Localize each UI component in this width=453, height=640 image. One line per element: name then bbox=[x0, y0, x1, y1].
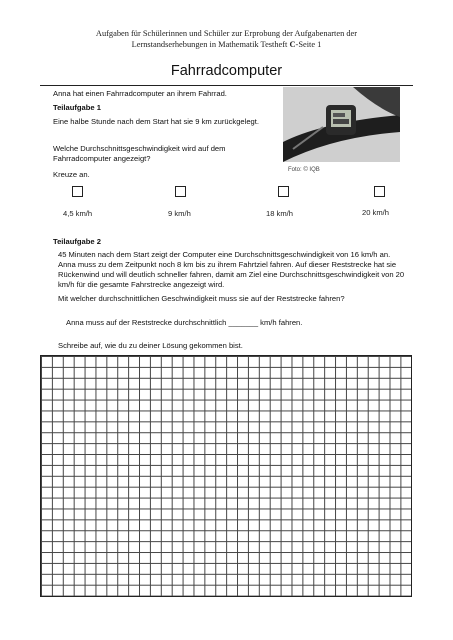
option-checkbox-2[interactable] bbox=[175, 186, 186, 197]
option-label-4: 20 km/h bbox=[362, 208, 390, 217]
page-title: Fahrradcomputer bbox=[170, 63, 283, 79]
page-header bbox=[40, 28, 413, 50]
part1-question: Welche Durchschnittsgeschwindigkeit wird auf dem Fahrradcomputer angezeigt? bbox=[53, 144, 226, 163]
title-divider bbox=[40, 85, 413, 86]
part2-work-prompt: Schreibe auf, wie du zu deiner Lösung gekommen bist. bbox=[58, 341, 243, 350]
option-checkbox-4[interactable] bbox=[374, 186, 385, 197]
option-checkbox-1[interactable] bbox=[72, 186, 83, 197]
photo-credit: Foto: © IQB bbox=[288, 167, 320, 173]
bike-computer-illustration bbox=[283, 87, 400, 162]
part1-text: Eine halbe Stunde nach dem Start hat sie 9 km zurückgelegt. bbox=[53, 117, 259, 126]
part2-heading: Teilaufgabe 2 bbox=[53, 237, 101, 246]
option-checkbox-3[interactable] bbox=[278, 186, 289, 197]
option-label-1: 4,5 km/h bbox=[63, 209, 93, 218]
bike-computer-photo bbox=[283, 87, 400, 162]
work-grid[interactable] bbox=[40, 355, 412, 597]
header-line-2: Lernstandserhebungen in Mathematik Testheft C-Seite 1 bbox=[131, 40, 322, 49]
header-line-1: Aufgaben für Schülerinnen und Schüler zur Erprobung der Aufgabenarten der bbox=[95, 29, 358, 38]
part2-question: Mit welcher durchschnittlichen Geschwindigkeit muss sie auf der Reststrecke fahren? bbox=[58, 294, 345, 303]
part2-text: 45 Minuten nach dem Start zeigt der Computer eine Durchschnittsgeschwindigkeit von 16 km/h an. Anna muss zu dem Zeitpunkt noch 8 km bis zu ihrem Fahrtziel fahren. Auf dieser Reststrecke hat sie Rückenwind und will deutlich schneller fahren, damit am Ziel eine Durchschnittsgeschwindigkeit von 20 km/h für die gesamte Fahrstrecke angezeigt wird. bbox=[58, 250, 405, 289]
intro-text: Anna hat einen Fahrradcomputer an ihrem Fahrrad. bbox=[53, 89, 227, 98]
part1-heading: Teilaufgabe 1 bbox=[53, 103, 101, 112]
part1-instruction: Kreuze an. bbox=[53, 170, 90, 179]
part2-answer-line[interactable]: Anna muss auf der Reststrecke durchschnittlich _______ km/h fahren. bbox=[66, 318, 303, 327]
option-label-2: 9 km/h bbox=[168, 209, 191, 218]
option-label-3: 18 km/h bbox=[266, 209, 294, 218]
